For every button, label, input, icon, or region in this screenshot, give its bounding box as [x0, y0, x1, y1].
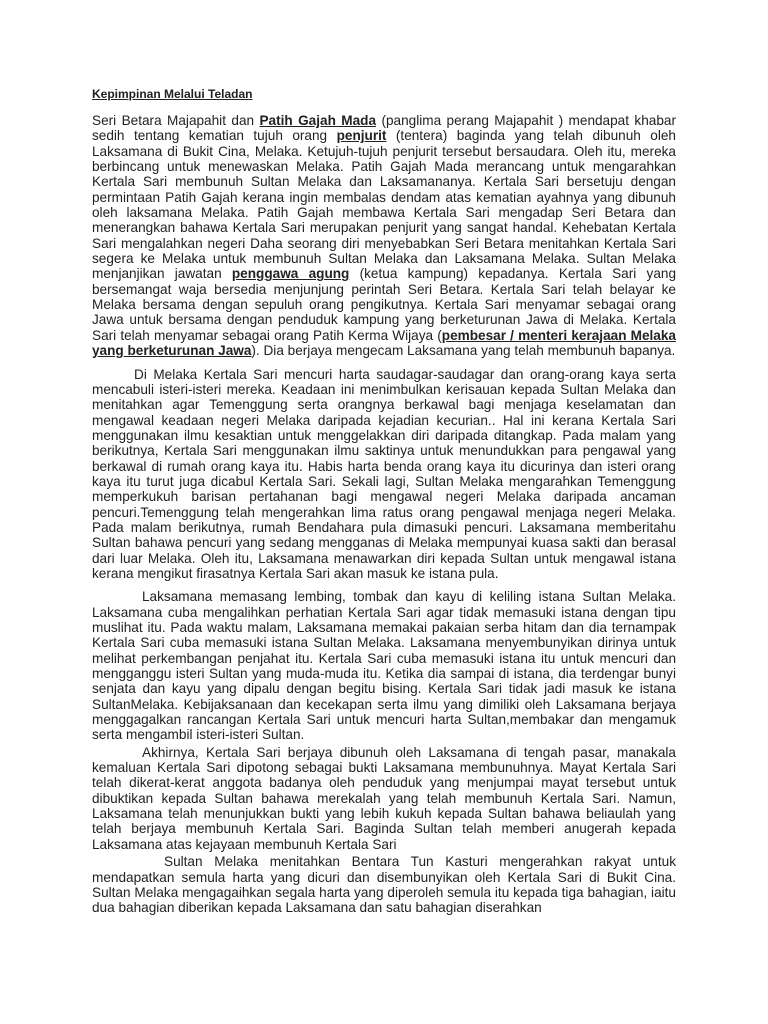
paragraph-text: ). Dia berjaya mengecam Laksamana yang telah membunuh bapanya. — [251, 343, 676, 359]
paragraph-1 — [92, 113, 676, 359]
paragraph-text: (panglima perang Majapahit ) mendapat khabar sedih tentang kematian tujuh orang — [92, 113, 676, 144]
key-term: penjurit — [336, 128, 387, 144]
paragraph-text: (ketua kampung) kepadanya. Kertala Sari yang bersemangat waja bersedia menjunjung perintah Seri Betara. Kertala Sari telah belayar ke Melaka bersama dengan sepuluh orang pengikutnya. Kertala Sari menyamar sebagai orang Jawa untuk bersama dengan penduduk kampung yang berketurunan Jawa di Melaka. Kertala Sari telah menyamar sebagai orang Patih Kerma Wijaya ( — [92, 266, 677, 343]
paragraph-3: Laksamana memasang lembing, tombak dan kayu di keliling istana Sultan Melaka. Laksamana cuba mengalihkan perhatian Kertala Sari agar tidak memasuki istana dengan tipu muslihat itu. Pada waktu malam, Laksamana memakai pakaian serba hitam dan dia ternampak Kertala Sari cuba memasuki istana Sultan Melaka. Laksamana menyembunyikan dirinya untuk melihat perkembangan penjahat itu. Kertala Sari cuba memasuki istana itu untuk mencuri dan mengganggu isteri Sultan yang muda-muda itu. Ketika dia sampai di istana, dia terdengar bunyi senjata dan kayu yang dipalu dengan begitu bising. Kertala Sari tidak jadi masuk ke istana SultanMelaka. Kebijaksanaan dan kecekapan serta ilmu yang dimiliki oleh Laksamana berjaya menggagalkan rancangan Kertala Sari untuk mencuri harta Sultan,membakar dan mengamuk serta mengambil isteri-isteri Sultan. — [92, 589, 676, 743]
paragraph-text: (tentera) baginda yang telah dibunuh oleh Laksamana di Bukit Cina, Melaka. Ketujuh-tujuh penjurit tersebut bersaudara. Oleh itu, mereka berbincang untuk menewaskan Melaka. Patih Gajah Mada merancang untuk mengarahkan Kertala Sari membunuh Sultan Melaka dan Laksamananya. Kertala Sari bersetuju dengan permintaan Patih Gajah kerana ingin membalas dendam atas kematian ayahnya yang dibunuh oleh laksamana Melaka. Patih Gajah membawa Kertala Sari mengadap Seri Betara dan menerangkan bahawa Kertala Sari merupakan penjurit yang sangat handal. Kehebatan Kertala Sari mengalahkan negeri Daha seorang diri menyebabkan Seri Betara menitahkan Kertala Sari segera ke Melaka untuk membunuh Sultan Melaka dan Laksamana Melaka. Sultan Melaka menjanjikan jawatan — [92, 128, 676, 282]
paragraph-5: Sultan Melaka menitahkan Bentara Tun Kasturi mengerahkan rakyat untuk mendapatkan semula harta yang dicuri dan disembunyikan oleh Kertala Sari di Bukit Cina. Sultan Melaka mengagaihkan segala harta yang diperoleh semula itu kepada tiga bahagian, iaitu dua bahagian diberikan kepada Laksamana dan satu bahagian diserahkan — [92, 854, 676, 916]
paragraph-text: Seri Betara Majapahit dan — [92, 113, 260, 128]
key-term: pembesar / menteri kerajaan Melaka yang berketurunan Jawa — [92, 327, 676, 359]
paragraph-2: Di Melaka Kertala Sari mencuri harta saudagar-saudagar dan orang-orang kaya serta mencabuli isteri-isteri mereka. Keadaan ini menimbulkan kerisauan kepada Sultan Melaka dan menitahkan agar Temenggung serta orangnya berkawal bagi menjaga keselamatan dan mengawal keadaan negeri Melaka daripada kejadian kecurian.. Hal ini kerana Kertala Sari menggunakan ilmu kesaktian untuk menggelakkan diri daripada ditangkap. Pada malam yang berikutnya, Kertala Sari menggunakan ilmu saktinya untuk menundukkan para pengawal yang berkawal di rumah orang kaya itu. Habis harta benda orang kaya itu dicurinya dan isteri orang kaya itu turut juga dicabul Kertala Sari. Sekali lagi, Sultan Melaka mengarahkan Temenggung memperkukuh barisan pertahanan bagi mengawal negeri Melaka daripada ancaman pencuri.Temenggung telah mengerahkan lima ratus orang pengawal menjaga negeri Melaka. Pada malam berikutnya, rumah Bendahara pula dimasuki pencuri. Laksamana memberitahu Sultan bahawa pencuri yang sedang mengganas di Melaka mempunyai kuasa sakti dan berasal dari luar Melaka. Oleh itu, Laksamana menawarkan diri kepada Sultan untuk mengawal istana kerana mengikut firasatnya Kertala Sari akan masuk ke istana pula. — [92, 366, 676, 581]
paragraph-4: Akhirnya, Kertala Sari berjaya dibunuh oleh Laksamana di tengah pasar, manakala kemaluan Kertala Sari dipotong sebagai bukti Laksamana membunuhnya. Mayat Kertala Sari telah dikerat-kerat anggota badanya oleh penduduk yang menjumpai mayat tersebut untuk dibuktikan kepada Sultan bahawa merekalah yang telah membunuh Kertala Sari. Namun, Laksamana telah menunjukkan bukti yang lebih kukuh kepada Sultan bahawa beliaulah yang telah berjaya membunuh Kertala Sari. Baginda Sultan telah memberi anugerah kepada Laksamana atas kejayaan membunuh Kertala Sari — [92, 744, 676, 852]
document-title: Kepimpinan Melalui Teladan — [92, 87, 253, 101]
key-term: Patih Gajah Mada — [259, 113, 377, 128]
document-page — [92, 86, 676, 916]
key-term: penggawa agung — [231, 266, 350, 282]
